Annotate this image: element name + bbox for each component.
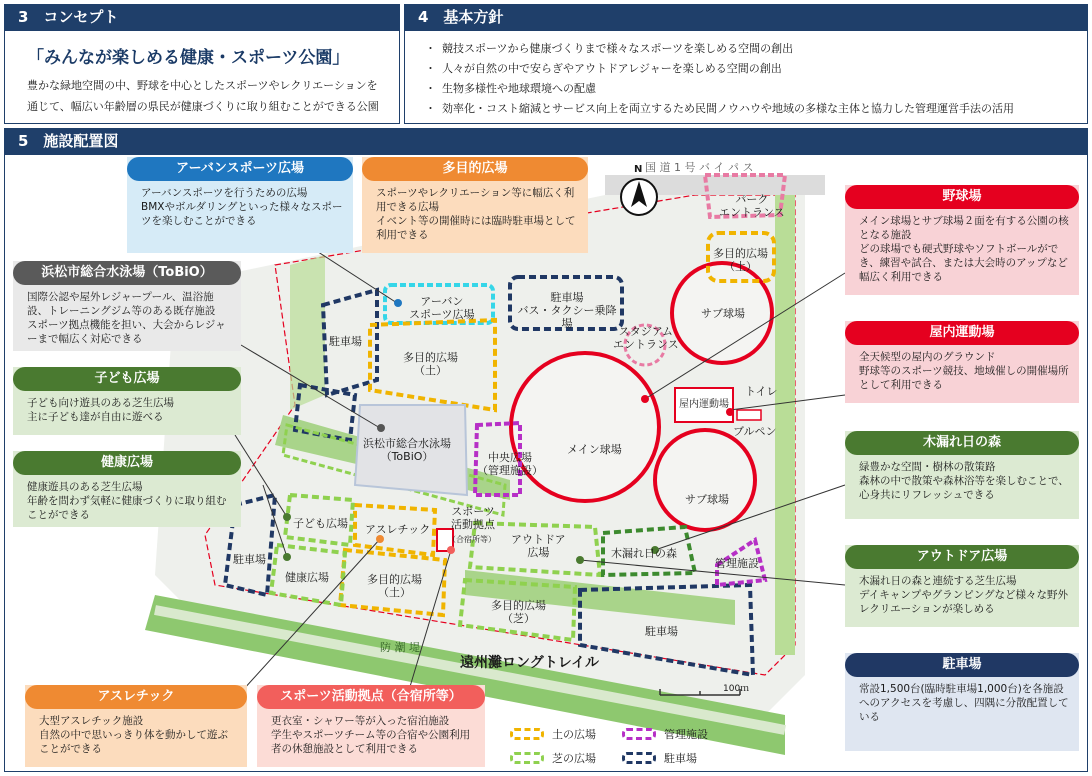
card-baseball bbox=[845, 185, 1079, 295]
card-baseball-text: メイン球場とサブ球場２面を有する公園の核となる施設 どの球場でも硬式野球やソフトボールができ、練習や試合、または大会時のアップなど幅広く利用できる bbox=[859, 215, 1069, 283]
card-health-plaza-text: 健康遊具のある芝生広場 年齢を問わず気軽に健康づくりに取り組むことができる bbox=[27, 481, 227, 521]
legend-admin-label: 管理施設 bbox=[664, 728, 708, 741]
card-tobio bbox=[13, 261, 241, 351]
card-kids-plaza-text: 子ども向け遊具のある芝生広場 主に子ども達が自由に遊べる bbox=[27, 397, 174, 423]
card-indoor-field bbox=[845, 321, 1079, 403]
label-park-entrance: パーク エントランス bbox=[719, 193, 785, 219]
policy-item: ・ 生物多様性や地球環境への配慮 bbox=[425, 79, 1014, 99]
label-multi-dirt-ne: 多目的広場 （土） bbox=[713, 247, 768, 273]
concept-header: 3 コンセプト bbox=[4, 4, 400, 30]
legend-dirt-label: 土の広場 bbox=[552, 728, 596, 741]
label-forest: 木漏れ日の森 bbox=[611, 547, 677, 560]
card-outdoor-plaza-text: 木漏れ日の森と連続する芝生広場 デイキャンプやグランピングなど様々な野外レクリエーションが楽しめる bbox=[859, 575, 1069, 615]
label-sub-field-s: サブ球場 bbox=[685, 493, 729, 506]
card-forest bbox=[845, 431, 1079, 519]
card-forest-title: 木漏れ日の森 bbox=[845, 431, 1079, 455]
label-trail: 遠州灘ロングトレイル bbox=[460, 655, 600, 671]
card-sports-base-text: 更衣室・シャワー等が入った宿泊施設 学生やスポーツチーム等の合宿や公園利用者の休憩施設として利用できる bbox=[271, 715, 471, 755]
card-outdoor-plaza bbox=[845, 545, 1079, 627]
card-multi-plaza-title: 多目的広場 bbox=[362, 157, 588, 181]
layout-header: 5 施設配置図 bbox=[4, 128, 1088, 154]
card-athletic-title: アスレチック bbox=[25, 685, 247, 709]
card-urban-sports-text: アーバンスポーツを行うための広場 BMXやボルダリングといった様々なスポーツを楽しむことができる bbox=[141, 187, 343, 227]
label-scale: 100ｍ bbox=[723, 684, 750, 694]
legend-dirt-swatch bbox=[510, 728, 544, 740]
card-tobio-text: 国際公認や屋外レジャープール、温浴施設、トレーニングジム等のある既存施設 スポーツ拠点機能を担い、大会からレジャーまで幅広く対応できる bbox=[27, 291, 226, 345]
legend-parking bbox=[622, 750, 697, 766]
main-field-circle bbox=[511, 353, 659, 501]
label-ground-bench: ブルペン bbox=[733, 425, 777, 438]
policy-item: ・ 人々が自然の中で安らぎやアウトドアレジャーを楽しめる空間の創出 bbox=[425, 59, 1014, 79]
label-admin: 管理施設 bbox=[715, 557, 759, 570]
label-sports-base: スポーツ 活動拠点 bbox=[451, 505, 495, 531]
label-multi-grass: 多目的広場 （芝） bbox=[491, 599, 546, 625]
policy-item: ・ 効率化・コスト縮減とサービス向上を両立するため民間ノウハウや地域の多様な主体と協力した管理運営手法の活用 bbox=[425, 99, 1014, 119]
policy-panel bbox=[404, 30, 1088, 124]
label-urban-sports: アーバン スポーツ広場 bbox=[409, 295, 475, 321]
label-north: N bbox=[634, 164, 643, 175]
label-central-plaza: 中央広場 （管理施設） bbox=[477, 451, 543, 477]
card-health-plaza-title: 健康広場 bbox=[13, 451, 241, 475]
label-toilet: トイレ bbox=[745, 385, 778, 398]
label-outdoor-plaza: アウトドア 広場 bbox=[511, 533, 566, 559]
card-sports-base bbox=[257, 685, 485, 767]
card-forest-text: 緑豊かな空間・樹林の散策路 森林の中で散策や森林浴等を楽しむことで、心身共にリフレッシュできる bbox=[859, 461, 1069, 501]
card-parking-title: 駐車場 bbox=[845, 653, 1079, 677]
card-multi-plaza bbox=[362, 157, 588, 253]
label-levee: 防 潮 堤 bbox=[380, 641, 420, 654]
card-indoor-field-text: 全天候型の屋内のグラウンド 野球等のスポーツ競技、地域催しの開催場所として利用できる bbox=[859, 351, 1069, 391]
label-sports-base-sub: （合宿所等） bbox=[448, 535, 496, 544]
legend-parking-swatch bbox=[622, 752, 656, 764]
label-parking-w: 駐車場 bbox=[233, 553, 266, 566]
layout-panel bbox=[4, 154, 1088, 772]
legend-admin-swatch bbox=[622, 728, 656, 740]
card-outdoor-plaza-title: アウトドア広場 bbox=[845, 545, 1079, 569]
card-athletic-text: 大型アスレチック施設 自然の中で思いっきり体を動かして遊ぶことができる bbox=[39, 715, 228, 755]
label-health-plaza: 健康広場 bbox=[285, 571, 329, 584]
label-multi-dirt-s: 多目的広場 （土） bbox=[367, 573, 422, 599]
label-tobio: 浜松市総合水泳場 （ToBiO） bbox=[363, 437, 451, 463]
legend-grass-label: 芝の広場 bbox=[552, 752, 596, 765]
legend-dirt bbox=[510, 726, 596, 742]
map-legend bbox=[510, 720, 736, 772]
label-indoor-field: 屋内運動場 bbox=[679, 399, 729, 410]
card-athletic bbox=[25, 685, 247, 767]
legend-grass-swatch bbox=[510, 752, 544, 764]
card-kids-plaza-title: 子ども広場 bbox=[13, 367, 241, 391]
label-parking-bus: 駐車場 バス・タクシー乗降場 bbox=[517, 291, 617, 330]
label-road: 国 道 1 号 バ イ パ ス bbox=[645, 161, 754, 174]
card-kids-plaza bbox=[13, 367, 241, 435]
label-athletic: アスレチック bbox=[365, 523, 431, 536]
card-parking bbox=[845, 653, 1079, 751]
card-multi-plaza-text: スポーツやレクリエーション等に幅広く利用できる広場 イベント等の開催時には臨時駐車場として利用できる bbox=[376, 187, 576, 241]
label-stadium-entrance: スタジアム エントランス bbox=[613, 325, 679, 351]
policy-list bbox=[425, 39, 1014, 119]
label-main-field: メイン球場 bbox=[567, 443, 622, 456]
card-urban-sports-title: アーバンスポーツ広場 bbox=[127, 157, 353, 181]
sub-field-s-circle bbox=[655, 430, 755, 530]
card-baseball-title: 野球場 bbox=[845, 185, 1079, 209]
label-sub-field-n: サブ球場 bbox=[701, 307, 745, 320]
card-urban-sports bbox=[127, 157, 353, 253]
legend-grass bbox=[510, 750, 596, 766]
label-parking-se: 駐車場 bbox=[645, 625, 678, 638]
legend-parking-label: 駐車場 bbox=[664, 752, 697, 765]
card-sports-base-title: スポーツ活動拠点（合宿所等） bbox=[257, 685, 485, 709]
label-kids-plaza: 子ども広場 bbox=[293, 517, 348, 530]
policy-item: ・ 競技スポーツから健康づくりまで様々なスポーツを楽しめる空間の創出 bbox=[425, 39, 1014, 59]
concept-panel bbox=[4, 30, 400, 124]
policy-header: 4 基本方針 bbox=[404, 4, 1088, 30]
legend-admin bbox=[622, 726, 708, 742]
card-health-plaza bbox=[13, 451, 241, 527]
label-parking-nw: 駐車場 bbox=[329, 335, 362, 348]
label-multi-dirt-center: 多目的広場 （土） bbox=[403, 351, 458, 377]
card-indoor-field-title: 屋内運動場 bbox=[845, 321, 1079, 345]
card-tobio-title: 浜松市総合水泳場（ToBiO） bbox=[13, 261, 241, 285]
card-parking-text: 常設1,500台(臨時駐車場1,000台)を各施設へのアクセスを考慮し、四隅に分散配置している bbox=[859, 683, 1069, 723]
concept-title: 「みんなが楽しめる健康・スポーツ公園」 bbox=[27, 48, 350, 68]
concept-text: 豊かな緑地空間の中、野球を中心としたスポーツやレクリエーションを通じて、幅広い年齢層の県民が健康づくりに取り組むことができる公園 bbox=[27, 79, 379, 113]
